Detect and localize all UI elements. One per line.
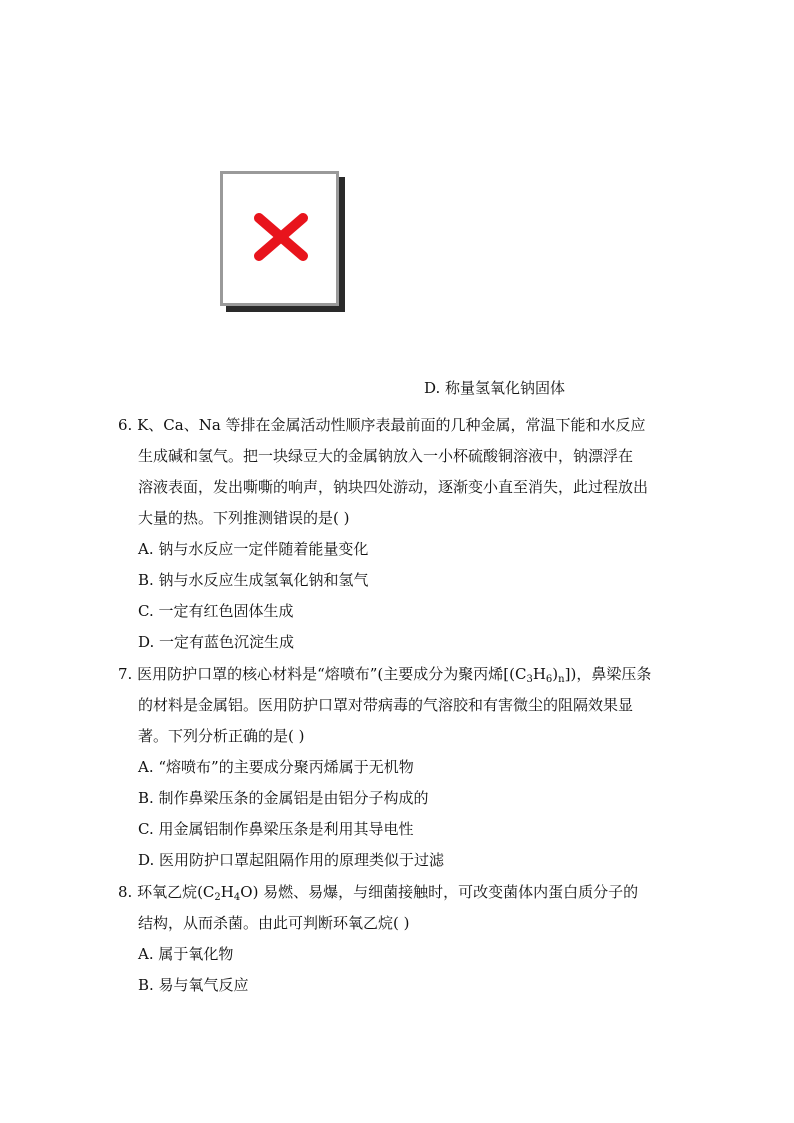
q7-option-d: D. 医用防护口罩起阻隔作用的原理类似于过滤 <box>138 851 445 869</box>
q7-stem-line-3: 著。下列分析正确的是( ) <box>138 727 305 745</box>
q8-option-b: B. 易与氧气反应 <box>138 976 249 994</box>
q6-option-b: B. 钠与水反应生成氢氧化钠和氢气 <box>138 571 369 589</box>
q6-stem-line-3: 溶液表面，发出嘶嘶的响声，钠块四处游动，逐渐变小直至消失，此过程放出 <box>138 478 649 496</box>
q6-stem-line-1: 6. K、Ca、Na 等排在金属活动性顺序表最前面的几种金属，常温下能和水反应 <box>118 416 646 434</box>
option-d-weigh-naoh: D. 称量氢氧化钠固体 <box>424 379 566 397</box>
q7-stem-line-2: 的材料是金属铝。医用防护口罩对带病毒的气溶胶和有害微尘的阻隔效果显 <box>138 696 634 714</box>
q6-option-a: A. 钠与水反应一定伴随着能量变化 <box>138 540 369 558</box>
q7-option-a: A. “熔喷布”的主要成分聚丙烯属于无机物 <box>138 758 414 776</box>
q6-option-d: D. 一定有蓝色沉淀生成 <box>138 633 295 651</box>
q8-stem-line-2: 结构，从而杀菌。由此可判断环氧乙烷( ) <box>138 914 410 932</box>
q6-option-c: C. 一定有红色固体生成 <box>138 602 294 620</box>
broken-image-placeholder <box>220 171 339 306</box>
q7-option-b: B. 制作鼻梁压条的金属铝是由铝分子构成的 <box>138 789 429 807</box>
q7-option-c: C. 用金属铝制作鼻梁压条是利用其导电性 <box>138 820 414 838</box>
q8-option-a: A. 属于氧化物 <box>138 945 234 963</box>
q8-stem-line-1: 8. 环氧乙烷$(C_2H_4O)$ 易燃、易爆，与细菌接触时，可改变菌体内蛋白质分子的 <box>118 883 639 903</box>
q6-stem-line-4: 大量的热。下列推测错误的是( ) <box>138 509 350 527</box>
q7-stem-line-1: 7. 医用防护口罩的核心材料是“熔喷布”(主要成分为聚丙烯$[(C_3H_6)_n]$)，鼻梁压条 <box>118 665 652 685</box>
q6-stem-line-2: 生成碱和氢气。把一块绿豆大的金属钠放入一小杯硫酸铜溶液中，钠漂浮在 <box>138 447 634 465</box>
red-x-icon <box>253 212 309 262</box>
